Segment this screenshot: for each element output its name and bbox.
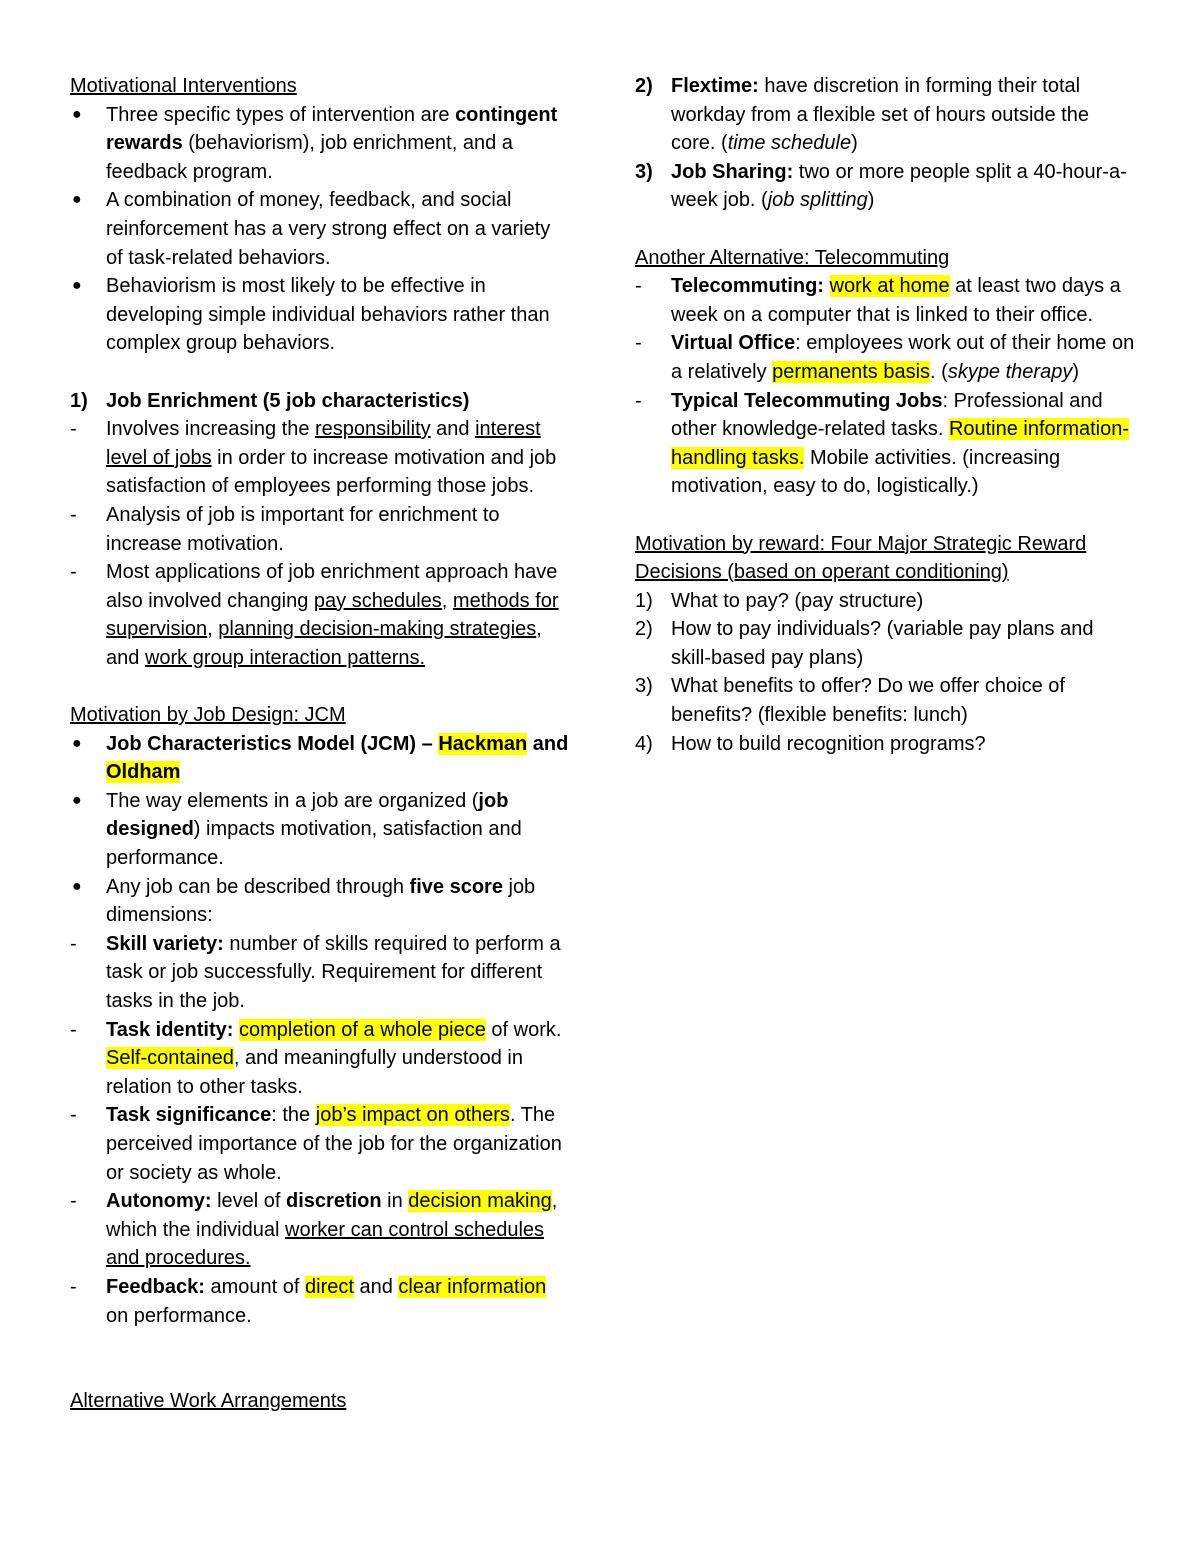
- heading-reward: Motivation by reward: Four Major Strategic Reward Decisions (based on operant conditioning): [635, 532, 1087, 584]
- list-item: - Feedback: amount of direct and clear information on performance.: [70, 1275, 547, 1327]
- list-item: ● Three specific types of intervention are contingent rewards (behaviorism), job enrichment, and a feedback program.: [70, 101, 570, 187]
- list-item: ● Behaviorism is most likely to be effective in developing simple individual behaviors rather than complex group behaviors.: [70, 272, 570, 358]
- heading-alternative-work: Alternative Work Arrangements: [70, 1390, 347, 1413]
- list-item: ● Job Characteristics Model (JCM) – Hackman and Oldham: [70, 730, 570, 787]
- list-item: ● The way elements in a job are organized (job designed) impacts motivation, satisfaction and performance.: [70, 787, 570, 873]
- list-item: 1) What to pay? (pay structure): [635, 589, 924, 612]
- list-item: - Telecommuting: work at home at least two days a week on a computer that is linked to their office.: [635, 275, 1121, 326]
- list-item: - Skill variety: number of skills required to perform a task or job successfully. Requirement for different tasks in the job.: [70, 932, 561, 1012]
- jcm-list: [70, 730, 570, 1330]
- bullet-marker: ●: [72, 277, 82, 295]
- interventions-list: [70, 101, 570, 358]
- list-item: 4) How to build recognition programs?: [635, 732, 986, 755]
- reward-list: [635, 587, 1135, 759]
- list-item: 1) Job Enrichment (5 job characteristics): [70, 389, 470, 412]
- heading-telecommuting: Another Alternative: Telecommuting: [635, 246, 950, 269]
- list-item: - Typical Telecommuting Jobs: Professional and other knowledge-related tasks. Routine information-handling tasks. Mobile activities. (increasing motivation, easy to do, logistically.): [635, 389, 1130, 498]
- list-item: - Virtual Office: employees work out of their home on a relatively permanents basis. (skype therapy): [635, 332, 1135, 383]
- bullet-marker: ●: [72, 791, 82, 809]
- bullet-marker: ●: [72, 105, 82, 123]
- bullet-marker: ●: [72, 877, 82, 895]
- arrangements-list: [635, 72, 1135, 215]
- heading-job-design: Motivation by Job Design: JCM: [70, 704, 346, 727]
- list-item: 2) Flextime: have discretion in forming their total workday from a flexible set of hours outside the core. (time schedule): [635, 75, 1089, 155]
- list-item: ● Any job can be described through five score job dimensions:: [70, 873, 570, 930]
- bullet-marker: ●: [72, 734, 82, 752]
- list-item: - Involves increasing the responsibility and interest level of jobs in order to increase motivation and job satisfaction of employees performing those jobs.: [70, 418, 557, 498]
- bullet-marker: ●: [72, 191, 82, 209]
- list-item: 3) Job Sharing: two or more people split a 40-hour-a-week job. (job splitting): [635, 160, 1127, 212]
- heading-motivational-interventions: Motivational Interventions: [70, 75, 297, 97]
- telecommuting-list: [635, 272, 1135, 501]
- list-item: - Task identity: completion of a whole piece of work. Self-contained, and meaningfully understood in relation to other tasks.: [70, 1018, 562, 1098]
- list-item: - Most applications of job enrichment approach have also involved changing pay schedules, methods for supervision, planning decision-making strategies, and work group interaction patterns.: [70, 561, 559, 669]
- job-enrichment-title: Job Enrichment (5 job characteristics): [106, 389, 470, 412]
- job-enrichment-section: [70, 387, 570, 673]
- list-item: - Analysis of job is important for enrichment to increase motivation.: [70, 503, 500, 555]
- list-item: 3) What benefits to offer? Do we offer choice of benefits? (flexible benefits: lunch): [635, 675, 1065, 727]
- left-column: [70, 72, 570, 1416]
- list-item: 2) How to pay individuals? (variable pay plans and skill-based pay plans): [635, 618, 1094, 669]
- list-item: ● A combination of money, feedback, and social reinforcement has a very strong effect on a variety of task-related behaviors.: [70, 186, 570, 272]
- list-item: - Task significance: the job’s impact on others. The perceived importance of the job for the organization or society as whole.: [70, 1104, 562, 1184]
- right-column: [635, 72, 1135, 758]
- list-item: - Autonomy: level of discretion in decision making, which the individual worker can control schedules and procedures.: [70, 1190, 558, 1270]
